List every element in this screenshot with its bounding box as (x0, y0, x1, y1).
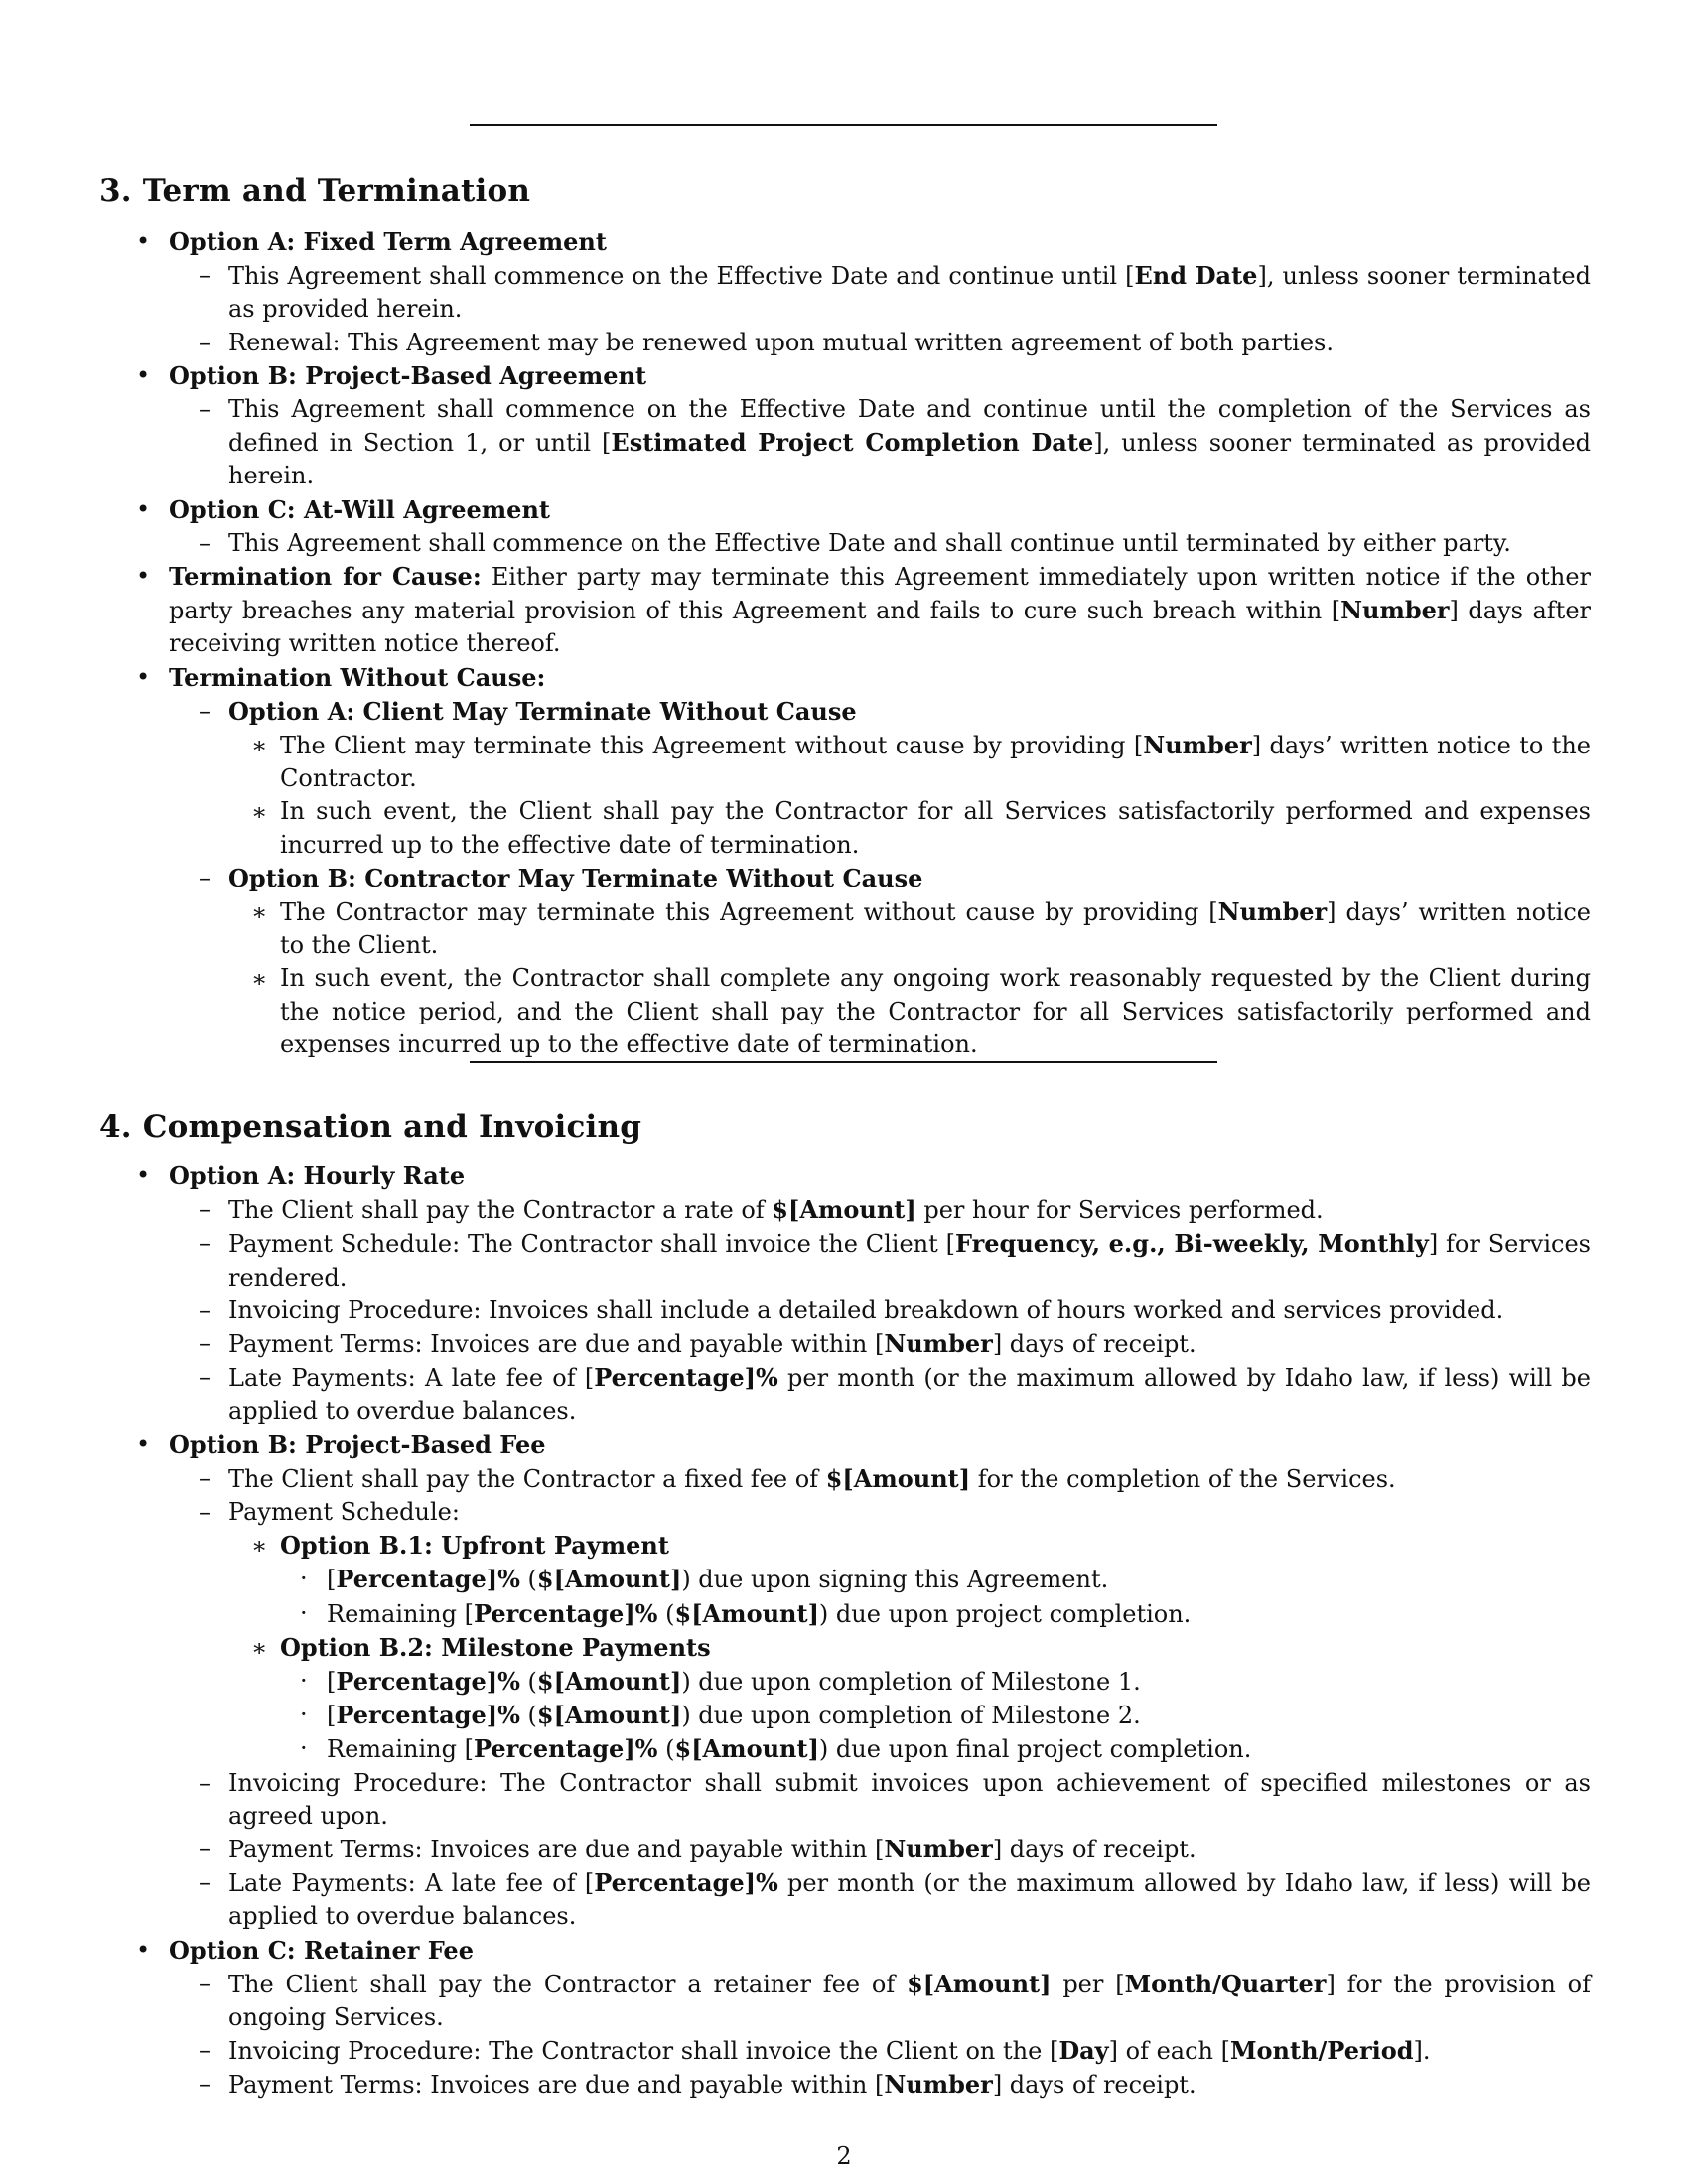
option-title: Option C: At-Will Agreement (169, 494, 550, 524)
list-item (99, 695, 1591, 729)
list-item (99, 1160, 1591, 1193)
placeholder-field: Number (1143, 731, 1252, 760)
placeholder-field: Frequency, e.g., Bi-weekly, Monthly (955, 1229, 1429, 1259)
section-3-body (99, 225, 1591, 1061)
section-3-heading: 3. Term and Termination (99, 173, 531, 208)
placeholder-field: Percentage (594, 1868, 745, 1898)
dash-marker: – (199, 1229, 211, 1258)
section-divider (470, 124, 1217, 126)
list-item: · Remaining [Percentage]% ($[Amount]) due upon final project completion. (99, 1732, 1591, 1766)
dash-marker: – (199, 696, 211, 725)
star-marker: ∗ (251, 1633, 268, 1662)
bullet-marker: • (136, 1430, 151, 1458)
dash-marker: – (199, 528, 211, 557)
star-marker: ∗ (251, 798, 268, 827)
dash-marker: – (199, 1195, 211, 1224)
placeholder-field: Number (1217, 897, 1328, 927)
dot-marker: · (300, 1565, 308, 1593)
dash-marker: – (199, 1969, 211, 1997)
bullet-marker: • (136, 1161, 151, 1189)
list-item: – The Client shall pay the Contractor a retainer fee of $[Amount] per [Month/Quarter] for the provision of ongoing Services. (199, 1969, 1591, 2032)
list-item (99, 1934, 1591, 1968)
list-item: – The Client shall pay the Contractor a rate of $[Amount] per hour for Services performed. (99, 1193, 1591, 1227)
bullet-marker: • (136, 662, 151, 691)
option-title: Option B.2: Milestone Payments (280, 1632, 711, 1662)
list-item (99, 225, 1591, 259)
list-item: – Invoicing Procedure: Invoices shall include a detailed breakdown of hours worked and services provided. (99, 1295, 1591, 1327)
option-title: Option A: Client May Terminate Without Cause (228, 696, 857, 726)
placeholder-field: Number (884, 1835, 993, 1864)
placeholder-field: Number (1340, 596, 1450, 625)
dash-marker: – (199, 1768, 211, 1797)
list-item (99, 493, 1591, 527)
list-item: – Late Payments: A late fee of [Percentage]% per month (or the maximum allowed by Idaho law, if less) will be applied to overdue balances. (199, 1363, 1591, 1426)
dash-marker: – (199, 328, 211, 356)
bullet-marker: • (136, 1935, 151, 1964)
dash-marker: – (199, 1296, 211, 1324)
list-item (99, 1429, 1591, 1462)
list-item: ∗ The Client may terminate this Agreement without cause by providing [Number] days’ written notice to the Contractor. (251, 731, 1591, 793)
bullet-marker: • (136, 562, 151, 591)
list-item: • Termination for Cause: Either party may terminate this Agreement immediately upon written notice if the other party breaches any material provision of this Agreement and fails to cure such breach within [Number] days after receiving written notice thereof. (136, 562, 1592, 658)
list-item: – Invoicing Procedure: The Contractor shall submit invoices upon achievement of specified milestones or as agreed upon. (199, 1768, 1591, 1830)
dot-marker: · (300, 1667, 308, 1696)
list-item: · [Percentage]% ($[Amount]) due upon completion of Milestone 2. (99, 1699, 1591, 1732)
list-item: – Invoicing Procedure: The Contractor shall invoice the Client on the [Day] of each [Month/Period]. (99, 2034, 1591, 2068)
placeholder-field: $[Amount] (772, 1195, 916, 1225)
list-item: – Payment Schedule: (99, 1496, 1591, 1529)
option-title: Option C: Retainer Fee (169, 1935, 474, 1965)
dash-marker: – (199, 1835, 211, 1863)
list-item: · Remaining [Percentage]% ($[Amount]) due upon project completion. (99, 1597, 1591, 1631)
placeholder-field: Month/Quarter (1124, 1969, 1327, 1998)
option-title: Option B: Contractor May Terminate Without Cause (228, 863, 923, 892)
dash-marker: – (199, 1498, 211, 1527)
dash-marker: – (199, 2070, 211, 2099)
placeholder-field: Number (884, 2070, 993, 2100)
list-item: ∗ In such event, the Client shall pay the Contractor for all Services satisfactorily performed and expenses incurred up to the effective date of termination. (251, 797, 1591, 859)
placeholder-field: $[Amount] (825, 1463, 971, 1493)
option-title: Option B.1: Upfront Payment (280, 1531, 669, 1561)
list-item (99, 661, 1591, 695)
list-item: – Payment Terms: Invoices are due and payable within [Number] days of receipt. (99, 2068, 1591, 2102)
list-item: – The Client shall pay the Contractor a fixed fee of $[Amount] for the completion of the Services. (99, 1462, 1591, 1496)
option-title: Option B: Project-Based Agreement (169, 360, 647, 390)
placeholder-field: Estimated Project Completion Date (611, 428, 1094, 458)
dash-marker: – (199, 1329, 211, 1358)
list-item: – Payment Schedule: The Contractor shall invoice the Client [Frequency, e.g., Bi-weekly, Monthly] for Services rendered. (199, 1229, 1592, 1292)
placeholder-field: Day (1058, 2036, 1109, 2066)
star-marker: ∗ (251, 732, 268, 760)
placeholder-field: End Date (1134, 261, 1258, 291)
bullet-marker: • (136, 227, 151, 255)
placeholder-field: $[Amount] (907, 1969, 1052, 1998)
list-item (99, 1529, 1591, 1563)
section-4-body (99, 1160, 1591, 2103)
dot-marker: · (300, 1598, 308, 1627)
dash-marker: – (199, 1868, 211, 1897)
list-item: – Payment Terms: Invoices are due and payable within [Number] days of receipt. (99, 1833, 1591, 1866)
section-4-heading: 4. Compensation and Invoicing (99, 1109, 642, 1145)
list-item: · [Percentage]% ($[Amount]) due upon signing this Agreement. (99, 1563, 1591, 1596)
section-divider (470, 1061, 1217, 1063)
list-item: – This Agreement shall commence on the Effective Date and continue until [End Date], unless sooner terminated as provided herein. (199, 261, 1591, 324)
bullet-marker: • (136, 494, 151, 523)
clause-label: Termination Without Cause: (169, 662, 546, 692)
dot-marker: · (300, 1701, 308, 1729)
list-item (99, 359, 1591, 393)
star-marker: ∗ (251, 898, 268, 927)
page-number: 2 (836, 2142, 852, 2170)
placeholder-field: Month/Period (1229, 2036, 1414, 2066)
placeholder-field: Number (884, 1329, 993, 1359)
list-item: – Late Payments: A late fee of [Percentage]% per month (or the maximum allowed by Idaho law, if less) will be applied to overdue balances. (199, 1868, 1591, 1931)
list-item (99, 862, 1591, 895)
clause-label: Termination for Cause: (169, 562, 482, 592)
dot-marker: · (300, 1734, 308, 1763)
dash-marker: – (199, 395, 211, 424)
list-item: – Payment Terms: Invoices are due and payable within [Number] days of receipt. (99, 1327, 1591, 1361)
dash-marker: – (199, 1363, 211, 1392)
star-marker: ∗ (251, 1532, 268, 1561)
list-item: – This Agreement shall commence on the Effective Date and shall continue until terminated by either party. (99, 527, 1591, 560)
option-title: Option A: Fixed Term Agreement (169, 227, 607, 256)
dash-marker: – (199, 1463, 211, 1492)
option-title: Option B: Project-Based Fee (169, 1430, 546, 1459)
dash-marker: – (199, 863, 211, 891)
list-item: · [Percentage]% ($[Amount]) due upon completion of Milestone 1. (99, 1665, 1591, 1699)
list-item: ∗ In such event, the Contractor shall complete any ongoing work reasonably requested by the Client during the notice period, and the Client shall pay the Contractor for all Services satisfactorily performed and expenses incurred up to the effective date of termination. (251, 964, 1591, 1058)
option-title: Option A: Hourly Rate (169, 1161, 466, 1190)
bullet-marker: • (136, 360, 151, 389)
list-item: – Renewal: This Agreement may be renewed upon mutual written agreement of both parties. (99, 327, 1591, 359)
list-item: ∗ The Contractor may terminate this Agreement without cause by providing [Number] days’ written notice to the Client. (251, 897, 1591, 960)
dash-marker: – (199, 261, 211, 290)
dash-marker: – (199, 2036, 211, 2065)
list-item: – This Agreement shall commence on the Effective Date and continue until the completion of the Services as defined in Section 1, or until [Estimated Project Completion Date], unless sooner terminated as provided herein. (199, 395, 1592, 490)
list-item (99, 1631, 1591, 1665)
star-marker: ∗ (251, 965, 268, 994)
placeholder-field: Percentage (594, 1363, 745, 1393)
